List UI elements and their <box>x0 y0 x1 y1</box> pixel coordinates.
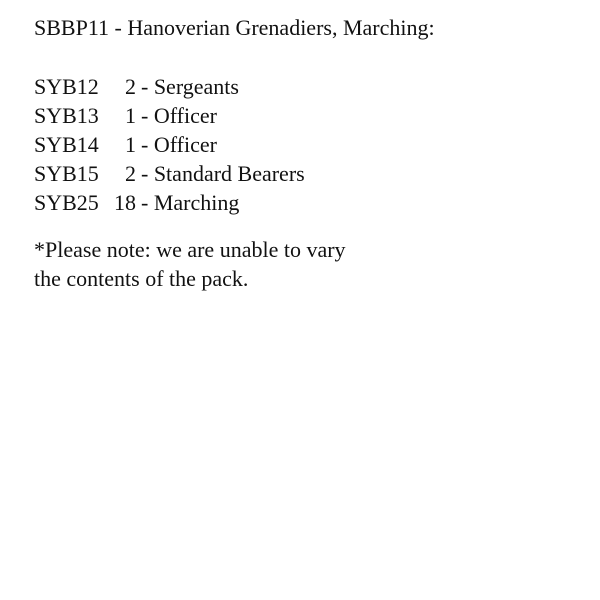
item-code: SYB25 <box>34 190 99 215</box>
item-code: SYB15 <box>34 161 99 186</box>
item-description: - Officer <box>141 103 217 128</box>
pack-item <box>34 159 574 188</box>
item-description: - Marching <box>141 190 240 215</box>
pack-item <box>34 72 574 101</box>
item-description: - Sergeants <box>141 74 239 99</box>
item-quantity: 2 <box>125 74 136 99</box>
pack-item <box>34 130 574 159</box>
item-description: - Standard Bearers <box>141 161 305 186</box>
item-description: - Officer <box>141 132 217 157</box>
pack-item-list <box>34 72 574 217</box>
note-line-1: *Please note: we are unable to vary <box>34 237 346 262</box>
pack-contents-document <box>34 14 574 293</box>
item-code: SYB12 <box>34 74 99 99</box>
pack-title: SBBP11 - Hanoverian Grenadiers, Marching: <box>34 15 435 40</box>
note-line-2: the contents of the pack. <box>34 266 249 291</box>
item-quantity: 18 <box>114 190 136 215</box>
item-code: SYB14 <box>34 132 99 157</box>
item-quantity: 1 <box>125 103 136 128</box>
pack-item <box>34 188 574 217</box>
item-quantity: 2 <box>125 161 136 186</box>
item-code: SYB13 <box>34 103 99 128</box>
pack-note <box>34 235 574 293</box>
pack-item <box>34 101 574 130</box>
item-quantity: 1 <box>125 132 136 157</box>
